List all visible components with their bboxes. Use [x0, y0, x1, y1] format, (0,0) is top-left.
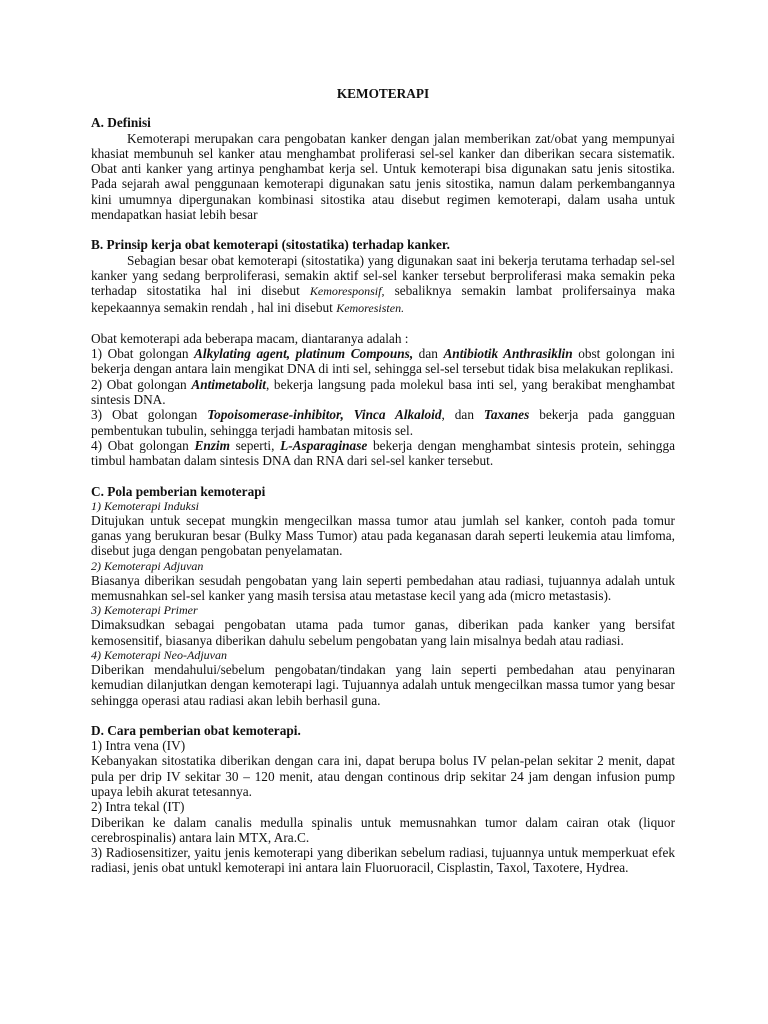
term-kemoresponsif: Kemoresponsif, — [309, 284, 385, 299]
text-run: Sebagian besar obat kemoterapi (sitostatika) yang digunakan saat ini bekerja terutama terhadap sel-sel kanker yang sedang berproliferasi, semakin aktif sel-sel kanker tersebut berproliferasi maka semakin peka terhadap sitostatika hal ini disebut — [91, 252, 675, 299]
pattern-4-title: 4) Kemoterapi Neo-Adjuvan — [91, 647, 227, 662]
text-run: 3) Obat golongan — [91, 407, 208, 423]
route-1-text: Kebanyakan sitostatika diberikan dengan cara ini, dapat berupa bolus IV pelan-pelan sekitar 2 menit, dapat pula per drip IV sekitar 30 – 120 menit, atau dengan continous drip sekitar 24 jam dengan infusion pump upaya lebih akurat tetesannya. — [91, 753, 675, 799]
term: Topoisomerase-inhibitor, Vinca Alkaloid — [207, 407, 442, 423]
text-run: sebaliknya semakin lambat prolifersainya maka kepekaannya semakin rendah , hal ini disebut — [91, 283, 675, 315]
text-run: seperti, — [229, 437, 281, 453]
text-run: 2) Obat golongan — [91, 376, 192, 392]
pattern-2-title: 2) Kemoterapi Adjuvan — [91, 558, 204, 573]
term: Antimetabolit — [191, 376, 266, 392]
text-run: 1) Obat golongan — [91, 346, 195, 362]
drug-types-intro: Obat kemoterapi ada beberapa macam, diantaranya adalah : — [91, 330, 409, 346]
route-2-label: 2) Intra tekal (IT) — [91, 799, 185, 815]
drug-item-2 — [91, 377, 675, 408]
pattern-1-title: 1) Kemoterapi Induksi — [91, 498, 199, 513]
document-title: KEMOTERAPI — [336, 86, 430, 101]
term: L-Asparaginase — [280, 437, 368, 453]
route-1-label: 1) Intra vena (IV) — [91, 738, 186, 754]
route-3-text: 3) Radiosensitizer, yaitu jenis kemoterapi yang diberikan sebelum radiasi, tujuannya untuk memperkuat efek radiasi, jenis obat untukl kemoterapi ini antara lain Fluoruoracil, Cisplastin, Taxol, Taxotere, Hydrea. — [91, 845, 675, 876]
term-kemoresisten: Kemoresisten. — [336, 300, 405, 315]
section-a-heading: A. Definisi — [91, 115, 151, 131]
pattern-4-text: Diberikan mendahului/sebelum pengobatan/tindakan yang lain seperti pembedahan atau penyinaran kemudian dilanjutkan dengan kemoterapi lagi. Tujuannya adalah untuk mengecilkan massa tumor yang besar sehingga operasi atau radiasi akan lebih berhasil guna. — [91, 661, 675, 708]
drug-item-4 — [91, 438, 675, 469]
term: Taxanes — [483, 407, 530, 423]
text-run: , dan — [441, 407, 484, 423]
drug-item-3 — [91, 407, 675, 438]
text-run: bekerja pada gangguan pembentukan tubulin, sehingga terjadi hambatan mitosis sel. — [91, 407, 675, 438]
section-d-heading: D. Cara pemberian obat kemoterapi. — [91, 722, 301, 738]
pattern-3-title: 3) Kemoterapi Primer — [91, 603, 198, 618]
text-run: dan — [413, 346, 444, 362]
drug-item-1 — [91, 346, 675, 377]
text-run: , bekerja langsung pada molekul basa inti sel, yang berakibat menghambat sintesis DNA. — [91, 376, 675, 408]
section-b-paragraph — [91, 253, 675, 316]
section-a-paragraph: Kemoterapi merupakan cara pengobatan kanker dengan jalan memberikan zat/obat yang mempunyai khasiat membunuh sel kanker atau menghambat proliferasi sel-sel kanker dan diberikan secara sistematik. Obat anti kanker yang artinya penghambat kerja sel. Untuk kemoterapi bisa digunakan satu jenis sitostika. Pada sejarah awal penggunaan kemoterapi digunakan satu jenis sitostika, namun dalam perkembangannya kini umumnya dipergunakan kombinasi sitostika atau disebut regimen kemoterapi, dalam usaha untuk mendapatkan hasiat lebih besar — [91, 130, 675, 223]
pattern-3-text: Dimaksudkan sebagai pengobatan utama pada tumor ganas, diberikan pada kanker yang bersifat kemosensitif, biasanya diberikan dahulu sebelum pengobatan yang lain misalnya bedah atau radiasi. — [91, 617, 675, 648]
section-b-heading: B. Prinsip kerja obat kemoterapi (sitostatika) terhadap kanker. — [91, 237, 450, 253]
text-run: obst golongan ini bekerja dengan antara lain mengikat DNA di inti sel, sehingga sel-sel tersebut tidak bisa melakukan replikasi. — [91, 346, 675, 377]
text-run: bekerja dengan menghambat sintesis protein, sehingga timbul hambatan dalam sintesis DNA dan RNA dari sel-sel kanker tersebut. — [91, 437, 675, 469]
pattern-1-text: Ditujukan untuk secepat mungkin mengecilkan massa tumor atau jumlah sel kanker, contoh pada tomur ganas yang berukuran besar (Bulky Mass Tumor) atau pada keganasan darah seperti leukemia atau limfoma, disebut juga dengan pengobatan penyelamatan. — [91, 512, 675, 559]
term: Enzim — [194, 437, 230, 453]
pattern-2-text: Biasanya diberikan sesudah pengobatan yang lain seperti pembedahan atau radiasi, tujuannya adalah untuk memusnahkan sel-sel kanker yang masih tersisa atau metastase kecil yang ada (micro metastasis). — [91, 572, 675, 604]
route-2-text: Diberikan ke dalam canalis medulla spinalis untuk memusnahkan tumor dalam cairan otak (liquor cerebrospinalis) antara lain MTX, Ara.C. — [91, 814, 675, 845]
term: Antibiotik Anthrasiklin — [443, 346, 573, 362]
term: Alkylating agent, platinum Compouns, — [194, 346, 414, 362]
section-c-heading: C. Pola pemberian kemoterapi — [91, 483, 266, 499]
text-run: 4) Obat golongan — [91, 437, 195, 453]
document-page — [91, 86, 675, 876]
